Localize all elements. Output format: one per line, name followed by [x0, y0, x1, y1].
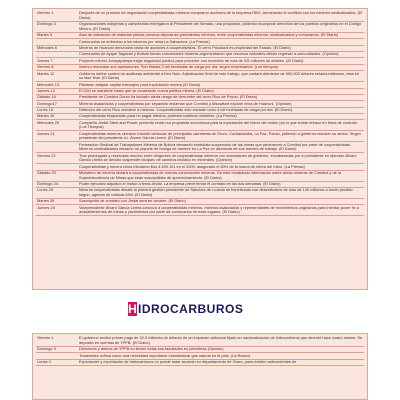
- row-news-text: Mineros asalariados y cooperativistas por separado reclaman que Comibol y Afsowitzel explote mina de Huanuni. (Opinión): [78, 101, 364, 107]
- row-news-text: Mineros cooperativistas desaté la primera gestión presidente de Sánchez de Lozada se beneficiado con desembolsos de más de 130 millones a fondo perdido según, agenda de noticias AN4. (El Diario): [78, 188, 364, 199]
- row-date: Jueves 21: [36, 131, 78, 142]
- section-header-initial: H: [128, 302, 137, 316]
- row-news-text: Comunarios de Ayque Tagacari y Bolivar toman concesiones mineras argumentando que recursos naturales deben regresar a comunidades. (Opinión): [78, 52, 364, 58]
- table-row: [36, 153, 364, 164]
- row-news-text: Federación Sindical de Trabajadores Mineros de Bolivia demandó inmediata suspensión de las minas que pertenecen a Comibol por parte de cooperativistas. Mineros sindicalizados iniciaron un piquete de huelga de hambre en La Paz en demanda de sus fuentes de trabajo. (El Diario): [78, 142, 364, 153]
- table-row: [36, 131, 364, 142]
- row-date: Sábado 16: [36, 94, 78, 100]
- row-date: Viernes 1: [36, 336, 78, 346]
- row-news-text: Cooperativistas bloquearán para no pagar tributos, protesta continúa ministros. (La Prensa): [78, 114, 364, 120]
- row-news-text: El gobierno recibió primer pago de 32,3 millones de dólares de un impuesto adicional fijado en nacionalización de hidrocarburos que decretó hace cuatro meses. Se depositó en cuentas de YPFB. (El Diario): [79, 335, 363, 345]
- table-row: [36, 21, 364, 32]
- row-date: Viernes 8: [36, 64, 78, 70]
- row-news-text: Mineros de Huanuni denuncian venta de acciones a cooperativistas. El cerro Posokoni es propiedad del Estado. (El Diario): [78, 45, 364, 51]
- row-date: Martes 26: [36, 198, 78, 204]
- row-date: Lunes 25: [36, 188, 78, 199]
- hidrocarburos-table-panel: [32, 333, 368, 400]
- row-date: Domingo 3: [36, 21, 78, 32]
- hidrocarburos-news-table: [36, 336, 364, 366]
- row-date: Domingo17: [36, 101, 78, 107]
- table-row: [36, 32, 364, 38]
- row-date: Jueves 28: [36, 205, 78, 216]
- row-date: [36, 142, 78, 153]
- row-date: Jueves 14: [36, 88, 78, 94]
- row-news-text: Deterioro del cerro Rico obedece a mineros. Cooperativistas sólo sacarán unos 4 mil toneladas de carga por día. (El Diario): [78, 107, 364, 113]
- mineria-table-body: [36, 11, 364, 216]
- row-news-text: Cooperativistas y minera china tributaron $us 4.459.101 en el 2005, asegurado el 83% de la marca de cérea del rubro. (La Prensa): [78, 164, 364, 170]
- table-row: [36, 359, 364, 365]
- row-news-text: Vicepresidente Álvaro García Linera convocó a cooperativistas mineros, mineros asalariados y representantes de movimientos originarios para intentar poner fin a avasallamientos de minas y yacimientos por parte de comunarios de esas lugares. (El Diario): [78, 205, 364, 216]
- row-date: Lunes 4: [36, 359, 78, 365]
- row-news-text: Ministerio de minería dictará a cooperativistas de nuevas concesiones mineras. De este recabando información sobre áreas mineras de Comibol y de la Superintendencia de Minas que sean susceptibles de aprovechamiento. (El Diario): [78, 170, 364, 181]
- row-date: Sábado 23: [36, 170, 78, 181]
- table-row: [36, 71, 364, 82]
- row-date: Miércoles 20: [36, 120, 78, 131]
- row-date: Jueves 7: [36, 58, 78, 64]
- row-date: Domingo 3: [36, 346, 78, 352]
- row-news-text: Transredes cofirsa como una necesidad importante industrializar gas natural en el país. (La Razón): [78, 353, 364, 359]
- table-row: [36, 52, 364, 58]
- row-news-text: Organizaciones indígenas y campesinas entregaron al Presidente del Senado, una propuesta, pidiendo incorporar derechos de los pueblos originarios en el Código Minero. (El Diario): [78, 21, 364, 32]
- row-news-text: Gobierno define control de auditoras ambiental a Ken Nolo. Adjudicación final de este trabajo, que costará alrededor de 900.000 dólares estadounidenses, está en su fase final. (El Diario): [78, 71, 364, 82]
- row-news-text: Exploración y explotación de hidrocarburos no puede estar acuerdo en departamento de Oruro, pues existen antecedentes de: [78, 359, 364, 365]
- row-date: Viernes 22: [36, 153, 78, 164]
- row-date: Domingo 24: [36, 181, 78, 187]
- row-date: Martes 5: [36, 32, 78, 38]
- row-date: Lunes 18: [36, 107, 78, 113]
- row-date: Martes 12: [36, 71, 78, 82]
- row-news-text: Directores y ambos de YPFB no tienen todas sus facultades en petroleras (Opinión): [78, 346, 364, 352]
- row-news-text: Compañía Jindal Steel and Power presentó recién su propuesta económica para la explotación del hierro del mutún por lo que existe retraso en firma de contrato. (Los Tiempos): [78, 120, 364, 131]
- row-news-text: Poder ejecutivo adjudicó el mutún a firma Jindal. La empresa prevé firmar el contrato en las dos semanas. (El Diario): [78, 181, 364, 187]
- mineria-table-panel: [32, 8, 368, 290]
- mineria-news-table: [36, 11, 364, 216]
- table-row: [36, 142, 364, 153]
- row-news-text: Cooperativistas mineros cerraron tránsito vehicular de principales carreteras de Oruro, Cochabamba, La Paz, Potosí, pidiendo a gobierno resolver su sector. Sirgen presidente del presidente a.i. Álvaro García Linera. (El Diario): [78, 131, 364, 142]
- row-news-text: Inservo reanudan sus operaciones. Son tiradas 3 mil toneladas de carga por día, según empresarios. (Los tiempos): [78, 64, 364, 70]
- row-news-text: Suscripción de contrato con Jindal será en octubre. (El Diario): [78, 198, 364, 204]
- row-news-text: Proyecto minero Amayapampa exige seguridad jurídica para proceder con inversión de más de 2/5 millones de dólares. (El Diario): [78, 58, 364, 64]
- row-news-text: Comunarios se enfrentan a los mineros por mina La Salvadora. (La Prensa): [78, 39, 364, 45]
- row-news-text: Tras prolongada y reservada reunión entre dirigentes de cooperativistas mineros con autoridades de gobierno, encabezadas por el presidente en ejercicio Álvaro García Linera se decidió suspender bloqueo de caminos iniciado en minerales. (Opinión): [78, 153, 364, 164]
- section-header-title: IDROCARBUROS: [138, 302, 244, 316]
- row-date: Martes 19: [36, 114, 78, 120]
- row-news-text: Después de un proceso de negociación cooperativistas mineros compraron acciones de la empresa RBG, terminando el conflicto con los mineros sindicalizados. (El Diario): [79, 10, 363, 20]
- row-news-text: Alza de cotización de materias primas provoca disputa de yacimientos mineros, entre cooperativistas mineros, sindicalizados y comunarios. (El Diario): [78, 32, 364, 38]
- hidrocarburos-section-header: [128, 300, 278, 318]
- row-news-text: Presidente de Comibol Dorso ha iniciado alerta riesgo de derrumbe del cerro Rico de Potosí. (El Diario): [78, 94, 364, 100]
- row-news-text: Plantean adaptar capital extranjero para explotación minera (El Diario): [78, 82, 364, 88]
- table-row: [36, 205, 364, 216]
- table-row: [36, 170, 364, 181]
- row-date: Miércoles 6: [36, 45, 78, 51]
- row-date: Viernes 1: [36, 11, 78, 21]
- table-row: [36, 188, 364, 199]
- hidrocarburos-table-body: [36, 336, 364, 366]
- table-row: [36, 11, 364, 21]
- row-date: Miércoles 13: [36, 82, 78, 88]
- table-row: [36, 336, 364, 346]
- table-row: [36, 120, 364, 131]
- row-news-text: El ICM se mantiene hasta que se consensúe nueva política minera. (El Diario): [78, 88, 364, 94]
